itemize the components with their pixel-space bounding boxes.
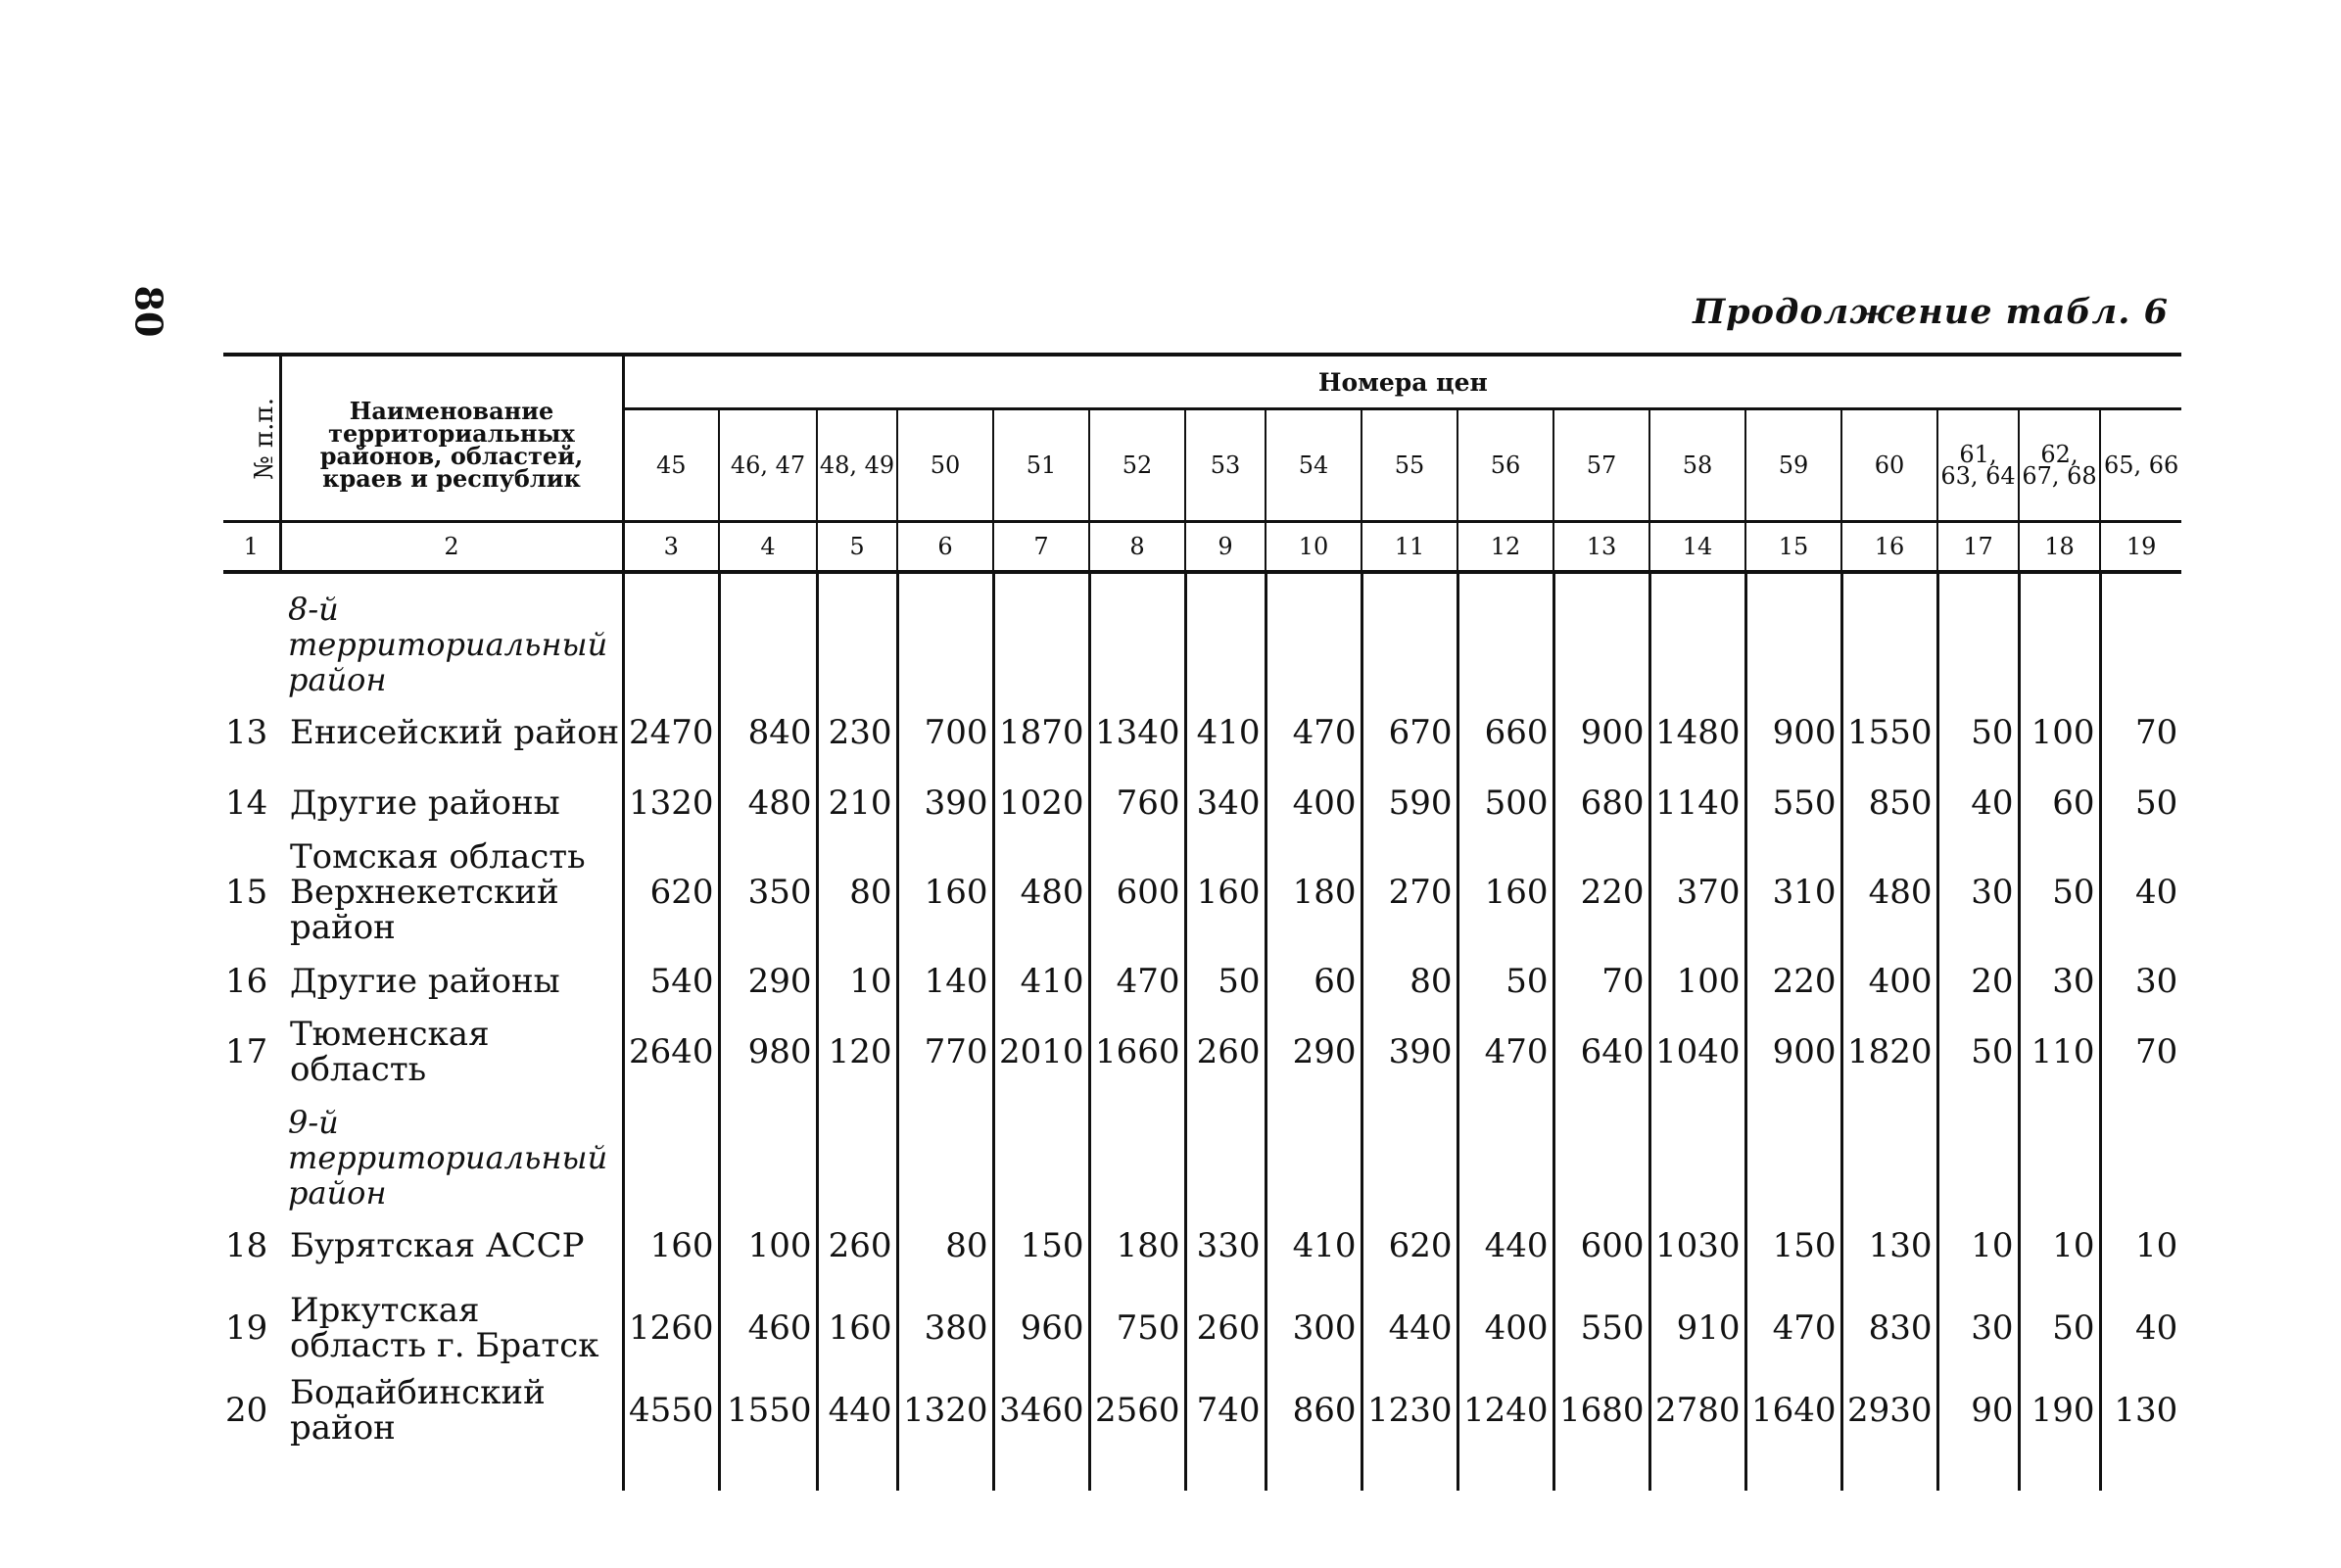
value-cell: 400 (1266, 768, 1362, 838)
empty-cell (993, 1087, 1089, 1211)
value-cell: 1340 (1089, 697, 1185, 768)
value-cell: 80 (1362, 946, 1457, 1017)
empty-cell (2100, 1087, 2181, 1211)
value-cell: 1640 (1745, 1375, 1841, 1446)
value-cell: 30 (1937, 838, 2019, 946)
value-cell: 220 (1553, 838, 1649, 946)
header-column: 57 (1553, 409, 1649, 522)
page-number: 80 (126, 285, 171, 338)
value-cell: 1040 (1649, 1017, 1745, 1087)
empty-cell (280, 1446, 623, 1491)
value-cell: 400 (1841, 946, 1937, 1017)
index-cell: 13 (1553, 522, 1649, 573)
empty-cell (1266, 1446, 1362, 1491)
value-cell: 480 (719, 768, 817, 838)
value-cell: 500 (1457, 768, 1553, 838)
empty-cell (2100, 1446, 2181, 1491)
value-cell: 180 (1089, 1211, 1185, 1281)
row-number: 14 (225, 784, 268, 823)
value-cell: 60 (2019, 768, 2100, 838)
header-column: 46, 47 (719, 409, 817, 522)
index-cell: 17 (1937, 522, 2019, 573)
empty-cell (1185, 1446, 1266, 1491)
value-cell: 50 (2019, 1281, 2100, 1375)
value-cell: 130 (1841, 1211, 1937, 1281)
empty-cell (897, 1446, 993, 1491)
value-cell: 260 (1185, 1281, 1266, 1375)
empty-cell (1745, 1446, 1841, 1491)
value-cell: 2640 (628, 1032, 714, 1071)
value-cell: 10 (817, 946, 897, 1017)
value-cell: 470 (1089, 946, 1185, 1017)
index-cell: 2 (280, 522, 623, 573)
value-cell: 70 (2100, 1017, 2181, 1087)
value-cell: 680 (1553, 768, 1649, 838)
row-number: 15 (225, 873, 268, 912)
value-cell: 1140 (1649, 768, 1745, 838)
empty-cell (1649, 1446, 1745, 1491)
value-cell: 830 (1841, 1281, 1937, 1375)
value-cell: 80 (817, 838, 897, 946)
empty-cell (623, 1446, 719, 1491)
empty-cell (2100, 572, 2181, 697)
value-cell: 330 (1185, 1211, 1266, 1281)
value-cell: 180 (1266, 838, 1362, 946)
value-cell: 410 (1185, 697, 1266, 768)
row-number: 19 (225, 1308, 268, 1348)
index-cell: 16 (1841, 522, 1937, 573)
empty-cell (1362, 572, 1457, 697)
value-cell: 1320 (897, 1375, 993, 1446)
empty-cell (817, 1087, 897, 1211)
empty-cell (1266, 572, 1362, 697)
value-cell: 640 (1553, 1017, 1649, 1087)
table-row (223, 1281, 2181, 1375)
value-cell: 1240 (1457, 1375, 1553, 1446)
empty-cell (1649, 572, 1745, 697)
value-cell: 100 (2019, 697, 2100, 768)
value-cell: 410 (1266, 1211, 1362, 1281)
value-cell: 2930 (1841, 1375, 1937, 1446)
empty-cell (1362, 1087, 1457, 1211)
value-cell: 140 (897, 946, 993, 1017)
empty-cell (223, 1446, 280, 1491)
index-cell: 19 (2100, 522, 2181, 573)
table-row (223, 697, 2181, 768)
index-cell: 7 (993, 522, 1089, 573)
value-cell: 2560 (1089, 1375, 1185, 1446)
value-cell: 770 (897, 1017, 993, 1087)
empty-cell (719, 1087, 817, 1211)
value-cell: 40 (1937, 768, 2019, 838)
value-cell: 20 (1937, 946, 2019, 1017)
value-cell: 550 (1553, 1281, 1649, 1375)
index-cell: 11 (1362, 522, 1457, 573)
value-cell: 260 (817, 1211, 897, 1281)
row-name: Другие районы (280, 768, 623, 838)
value-cell: 1820 (1841, 1017, 1937, 1087)
empty-cell (1937, 572, 2019, 697)
value-cell: 270 (1362, 838, 1457, 946)
empty-cell (993, 572, 1089, 697)
index-cell: 4 (719, 522, 817, 573)
value-cell: 160 (897, 838, 993, 946)
empty-cell (993, 1446, 1089, 1491)
value-cell: 50 (1457, 946, 1553, 1017)
value-cell: 480 (1841, 838, 1937, 946)
value-cell: 40 (2100, 838, 2181, 946)
value-cell: 600 (1553, 1211, 1649, 1281)
empty-cell (1745, 1087, 1841, 1211)
empty-cell (817, 1446, 897, 1491)
empty-cell (1937, 1087, 2019, 1211)
value-cell: 10 (1937, 1211, 2019, 1281)
empty-cell (2019, 1446, 2100, 1491)
continuation-label: Продолжение табл. 6 (1693, 292, 2169, 332)
value-cell: 440 (1457, 1211, 1553, 1281)
header-column: 52 (1089, 409, 1185, 522)
value-cell: 470 (1745, 1281, 1841, 1375)
value-cell: 620 (649, 873, 714, 912)
value-cell: 740 (1185, 1375, 1266, 1446)
value-cell: 700 (897, 697, 993, 768)
value-cell: 60 (1266, 946, 1362, 1017)
value-cell: 50 (2019, 838, 2100, 946)
header-num: № п.п. (223, 355, 280, 522)
index-row (223, 522, 2181, 573)
value-cell: 30 (2100, 946, 2181, 1017)
value-cell: 70 (1553, 946, 1649, 1017)
value-cell: 460 (719, 1281, 817, 1375)
value-cell: 50 (1185, 946, 1266, 1017)
value-cell: 900 (1745, 697, 1841, 768)
value-cell: 2780 (1649, 1375, 1745, 1446)
empty-cell (1089, 1087, 1185, 1211)
value-cell: 410 (993, 946, 1089, 1017)
value-cell: 30 (1937, 1281, 2019, 1375)
index-cell: 6 (897, 522, 993, 573)
header-column: 54 (1266, 409, 1362, 522)
empty-cell (1185, 572, 1266, 697)
value-cell: 960 (993, 1281, 1089, 1375)
index-cell: 12 (1457, 522, 1553, 573)
value-cell: 1550 (1841, 697, 1937, 768)
index-cell: 8 (1089, 522, 1185, 573)
value-cell: 3460 (993, 1375, 1089, 1446)
empty-cell (1362, 1446, 1457, 1491)
value-cell: 210 (817, 768, 897, 838)
value-cell: 100 (1649, 946, 1745, 1017)
header-column: 61, 63, 64 (1937, 409, 2019, 522)
header-column: 56 (1457, 409, 1553, 522)
table-row (223, 1375, 2181, 1446)
value-cell: 340 (1185, 768, 1266, 838)
value-cell: 100 (719, 1211, 817, 1281)
row-number: 20 (225, 1391, 268, 1430)
index-cell: 9 (1185, 522, 1266, 573)
table-body (223, 572, 2181, 1491)
value-cell: 130 (2100, 1375, 2181, 1446)
value-cell: 50 (2100, 768, 2181, 838)
value-cell: 620 (1362, 1211, 1457, 1281)
value-cell: 350 (719, 838, 817, 946)
section-num-cell (223, 572, 280, 697)
value-cell: 840 (719, 697, 817, 768)
value-cell: 910 (1649, 1281, 1745, 1375)
header-column: 51 (993, 409, 1089, 522)
header-column: 55 (1362, 409, 1457, 522)
value-cell: 540 (649, 962, 714, 1001)
index-cell: 18 (2019, 522, 2100, 573)
row-name: Иркутская область г. Братск (280, 1281, 623, 1375)
value-cell: 1030 (1649, 1211, 1745, 1281)
price-table (223, 353, 2181, 1491)
empty-cell (2019, 572, 2100, 697)
value-cell: 470 (1266, 697, 1362, 768)
header-column: 53 (1185, 409, 1266, 522)
index-cell: 10 (1266, 522, 1362, 573)
index-cell: 15 (1745, 522, 1841, 573)
value-cell: 390 (1362, 1017, 1457, 1087)
value-cell: 290 (1266, 1017, 1362, 1087)
value-cell: 440 (1362, 1281, 1457, 1375)
value-cell: 380 (897, 1281, 993, 1375)
value-cell: 50 (1937, 1017, 2019, 1087)
value-cell: 4550 (628, 1391, 714, 1430)
value-cell: 220 (1745, 946, 1841, 1017)
value-cell: 120 (817, 1017, 897, 1087)
value-cell: 160 (649, 1226, 714, 1265)
value-cell: 160 (817, 1281, 897, 1375)
empty-cell (1457, 1446, 1553, 1491)
value-cell: 190 (2019, 1375, 2100, 1446)
header-column: 45 (655, 451, 687, 479)
value-cell: 150 (1745, 1211, 1841, 1281)
header-column: 59 (1745, 409, 1841, 522)
value-cell: 470 (1457, 1017, 1553, 1087)
value-cell: 1870 (993, 697, 1089, 768)
value-cell: 1660 (1089, 1017, 1185, 1087)
empty-cell (1937, 1446, 2019, 1491)
value-cell: 850 (1841, 768, 1937, 838)
value-cell: 900 (1553, 697, 1649, 768)
value-cell: 230 (817, 697, 897, 768)
value-cell: 90 (1937, 1375, 2019, 1446)
empty-cell (1841, 1087, 1937, 1211)
value-cell: 1260 (628, 1308, 714, 1348)
empty-cell (817, 572, 897, 697)
table-row (223, 838, 2181, 946)
table-row (223, 1211, 2181, 1281)
value-cell: 760 (1089, 768, 1185, 838)
empty-cell (1089, 1446, 1185, 1491)
row-name: Тюменская область (280, 1017, 623, 1087)
section-title-row (223, 1087, 2181, 1211)
value-cell: 310 (1745, 838, 1841, 946)
empty-cell (719, 572, 817, 697)
value-cell: 160 (1457, 838, 1553, 946)
value-cell: 160 (1185, 838, 1266, 946)
empty-cell (1745, 572, 1841, 697)
value-cell: 1480 (1649, 697, 1745, 768)
empty-cell (1553, 1446, 1649, 1491)
empty-cell (1185, 1087, 1266, 1211)
header-column: 48, 49 (817, 409, 897, 522)
value-cell: 2010 (993, 1017, 1089, 1087)
empty-cell (897, 1087, 993, 1211)
value-cell: 1020 (993, 768, 1089, 838)
row-number: 16 (225, 962, 268, 1001)
value-cell: 10 (2100, 1211, 2181, 1281)
value-cell: 2470 (628, 713, 714, 752)
empty-cell (1841, 572, 1937, 697)
empty-cell (1457, 572, 1553, 697)
row-name: Бодайбинский район (280, 1375, 623, 1446)
section-title: 9-й территориальный район (280, 1087, 623, 1211)
value-cell: 550 (1745, 768, 1841, 838)
index-cell: 1 (223, 522, 280, 573)
table-row (223, 946, 2181, 1017)
row-name: Бурятская АССР (280, 1211, 623, 1281)
value-cell: 390 (897, 768, 993, 838)
empty-cell (1266, 1087, 1362, 1211)
empty-cell (1841, 1446, 1937, 1491)
empty-cell (1089, 572, 1185, 697)
empty-cell (1553, 1087, 1649, 1211)
row-name: Другие районы (280, 946, 623, 1017)
value-cell: 660 (1457, 697, 1553, 768)
value-cell: 300 (1266, 1281, 1362, 1375)
empty-cell (1457, 1087, 1553, 1211)
value-cell: 10 (2019, 1211, 2100, 1281)
header-column: 60 (1841, 409, 1937, 522)
value-cell: 600 (1089, 838, 1185, 946)
value-cell: 370 (1649, 838, 1745, 946)
header-group: Номера цен (623, 355, 2181, 409)
value-cell: 480 (993, 838, 1089, 946)
row-name: Томская область Верхнекетский район (280, 838, 623, 946)
empty-cell (2019, 1087, 2100, 1211)
value-cell: 670 (1362, 697, 1457, 768)
table-row (223, 1017, 2181, 1087)
value-cell: 80 (897, 1211, 993, 1281)
table-row (223, 768, 2181, 838)
value-cell: 260 (1185, 1017, 1266, 1087)
row-number: 13 (225, 713, 268, 752)
value-cell: 1230 (1362, 1375, 1457, 1446)
header-column: 62, 67, 68 (2019, 409, 2100, 522)
value-cell: 980 (719, 1017, 817, 1087)
value-cell: 30 (2019, 946, 2100, 1017)
value-cell: 50 (1937, 697, 2019, 768)
empty-cell (623, 1087, 719, 1211)
value-cell: 860 (1266, 1375, 1362, 1446)
value-cell: 290 (719, 946, 817, 1017)
header-name: Наименование территориальных районов, областей, краев и республик (280, 355, 623, 522)
empty-cell (719, 1446, 817, 1491)
value-cell: 70 (2100, 697, 2181, 768)
value-cell: 590 (1362, 768, 1457, 838)
index-cell: 5 (817, 522, 897, 573)
section-title: 8-й территориальный район (280, 572, 623, 697)
empty-cell (623, 572, 719, 697)
row-number: 18 (225, 1226, 268, 1265)
value-cell: 400 (1457, 1281, 1553, 1375)
row-name: Енисейский район (280, 697, 623, 768)
table-end-row (223, 1446, 2181, 1491)
header-column: 65, 66 (2100, 409, 2181, 522)
value-cell: 110 (2019, 1017, 2100, 1087)
empty-cell (1553, 572, 1649, 697)
section-num-cell (223, 1087, 280, 1211)
value-cell: 1550 (719, 1375, 817, 1446)
value-cell: 40 (2100, 1281, 2181, 1375)
empty-cell (1649, 1087, 1745, 1211)
value-cell: 150 (993, 1211, 1089, 1281)
value-cell: 1320 (628, 784, 714, 823)
row-number: 17 (225, 1032, 268, 1071)
section-title-row (223, 572, 2181, 697)
value-cell: 900 (1745, 1017, 1841, 1087)
value-cell: 1680 (1553, 1375, 1649, 1446)
header-column: 58 (1649, 409, 1745, 522)
value-cell: 750 (1089, 1281, 1185, 1375)
value-cell: 440 (817, 1375, 897, 1446)
index-cell: 3 (623, 522, 719, 573)
header-column: 50 (897, 409, 993, 522)
index-cell: 14 (1649, 522, 1745, 573)
empty-cell (897, 572, 993, 697)
